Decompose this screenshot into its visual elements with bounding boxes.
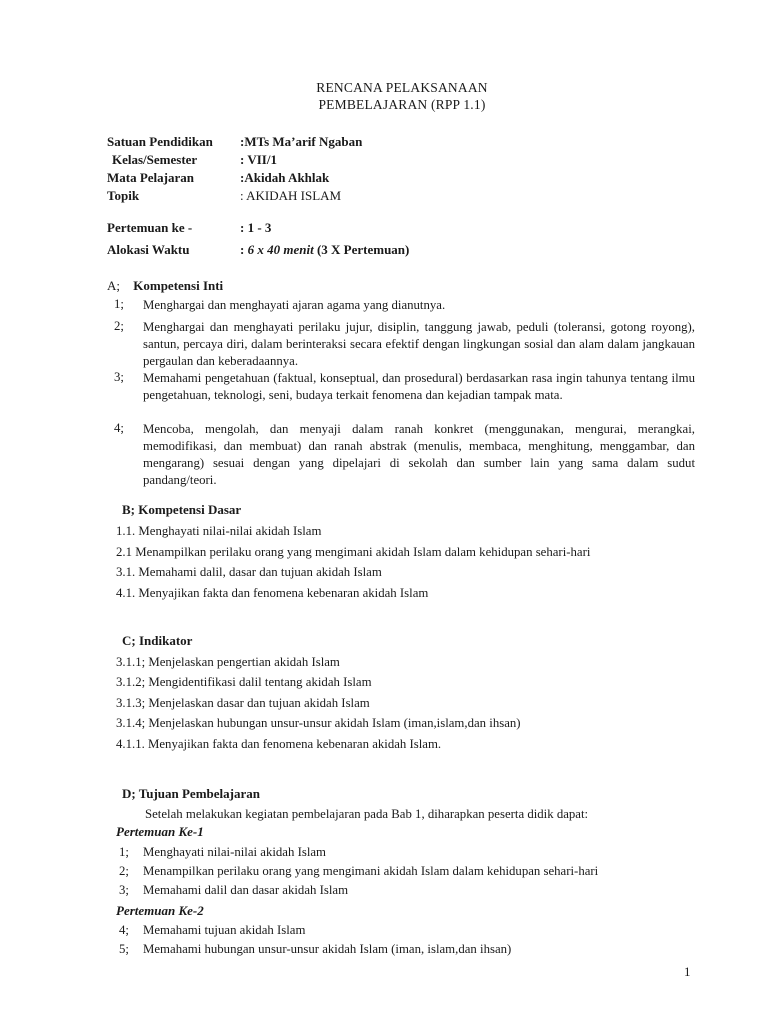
meeting-1-heading: Pertemuan Ke-1 — [116, 824, 204, 839]
alokasi-italic: 6 x 40 menit — [247, 242, 314, 257]
tujuan-num-4: 4; — [119, 923, 129, 937]
tujuan-item-5: Memahami hubungan unsur-unsur akidah Islam (iman, islam,dan ihsan) — [143, 942, 512, 956]
section-a-heading — [107, 278, 223, 294]
tujuan-intro: Setelah melakukan kegiatan pembelajaran pada Bab 1, diharapkan peserta didik dapat: — [145, 807, 589, 821]
meta-value-satuan: :MTs Ma’arif Ngaban — [240, 134, 363, 149]
meta-label-mapel: Mata Pelajaran — [107, 170, 195, 185]
section-c-heading: C; Indikator — [122, 633, 193, 648]
tujuan-item-2: Menampilkan perilaku orang yang mengimani akidah Islam dalam kehidupan sehari-hari — [143, 864, 599, 878]
tujuan-num-3: 3; — [119, 883, 129, 897]
indikator-item-2: 3.1.2; Mengidentifikasi dalil tentang akidah Islam — [116, 675, 372, 689]
section-d-heading: D; Tujuan Pembelajaran — [122, 786, 260, 801]
tujuan-num-2: 2; — [119, 864, 129, 878]
meta-label-kelas: Kelas/Semester — [112, 152, 198, 167]
indikator-item-4: 3.1.4; Menjelaskan hubungan unsur-unsur akidah Islam (iman,islam,dan ihsan) — [116, 716, 521, 730]
doc-title-line2: PEMBELAJARAN (RPP 1.1) — [318, 97, 486, 112]
section-a-title: Kompetensi Inti — [133, 278, 224, 293]
meeting-2-heading: Pertemuan Ke-2 — [116, 903, 204, 918]
indikator-item-5: 4.1.1. Menyajikan fakta dan fenomena kebenaran akidah Islam. — [116, 737, 442, 751]
kd-item-4: 4.1. Menyajikan fakta dan fenomena kebenaran akidah Islam — [116, 586, 429, 600]
meta-label-alokasi: Alokasi Waktu — [107, 242, 190, 257]
tujuan-item-1: Menghayati nilai-nilai akidah Islam — [143, 845, 327, 859]
ki-num-3: 3; — [114, 370, 124, 384]
ki-item-1: Menghargai dan menghayati ajaran agama yang dianutnya. — [143, 298, 446, 312]
page-number: 1 — [684, 964, 691, 979]
ki-item-4: Mencoba, mengolah, dan menyaji dalam ranah konkret (menggunakan, mengurai, merangkai, memodifikasi, dan membuat) dan ranah abstrak (menulis, membaca, menghitung, menggambar, dan mengarang) sesuai dengan yang dipelajari di sekolah dan sumber lain yang sama dalam sudut pandang/teori. — [143, 422, 695, 487]
tujuan-item-4: Memahami tujuan akidah Islam — [143, 923, 306, 937]
kd-item-1: 1.1. Menghayati nilai-nilai akidah Islam — [116, 524, 322, 538]
ki-num-1: 1; — [114, 297, 124, 311]
kd-item-3: 3.1. Memahami dalil, dasar dan tujuan akidah Islam — [116, 565, 382, 579]
meta-value-alokasi — [240, 242, 409, 258]
meta-value-mapel: :Akidah Akhlak — [240, 170, 330, 185]
section-a-letter: A; — [107, 278, 120, 293]
indikator-item-3: 3.1.3; Menjelaskan dasar dan tujuan akidah Islam — [116, 696, 370, 710]
tujuan-num-5: 5; — [119, 942, 129, 956]
ki-num-2: 2; — [114, 319, 124, 333]
kd-item-2: 2.1 Menampilkan perilaku orang yang mengimani akidah Islam dalam kehidupan sehari-hari — [116, 545, 591, 559]
ki-item-3: Memahami pengetahuan (faktual, konseptual, dan prosedural) berdasarkan rasa ingin tahunya tentang ilmu pengetahuan, teknologi, seni, budaya terkait fenomena dan kejadian tampak mata. — [143, 371, 695, 402]
tujuan-item-3: Memahami dalil dan dasar akidah Islam — [143, 883, 349, 897]
ki-item-2: Menghargai dan menghayati perilaku jujur, disiplin, tanggung jawab, peduli (toleransi, gotong royong), santun, percaya diri, dalam berinteraksi secara efektif dengan lingkungan sosial dan alam dalam jangkauan pergaulan dan keberadaannya. — [143, 320, 695, 368]
indikator-item-1: 3.1.1; Menjelaskan pengertian akidah Islam — [116, 655, 340, 669]
section-b-heading: B; Kompetensi Dasar — [122, 502, 242, 517]
tujuan-num-1: 1; — [119, 845, 129, 859]
meta-value-topik: : AKIDAH ISLAM — [240, 188, 342, 203]
doc-title-line1: RENCANA PELAKSANAAN — [316, 80, 488, 95]
meta-value-pertemuan: : 1 - 3 — [240, 220, 272, 235]
alokasi-suffix: (3 X Pertemuan) — [313, 242, 410, 257]
meta-label-satuan: Satuan Pendidikan — [107, 134, 213, 149]
meta-label-topik: Topik — [107, 188, 140, 203]
ki-num-4: 4; — [114, 421, 124, 435]
alokasi-prefix: : — [240, 242, 248, 257]
meta-value-kelas: : VII/1 — [240, 152, 277, 167]
meta-label-pertemuan: Pertemuan ke - — [107, 220, 193, 235]
